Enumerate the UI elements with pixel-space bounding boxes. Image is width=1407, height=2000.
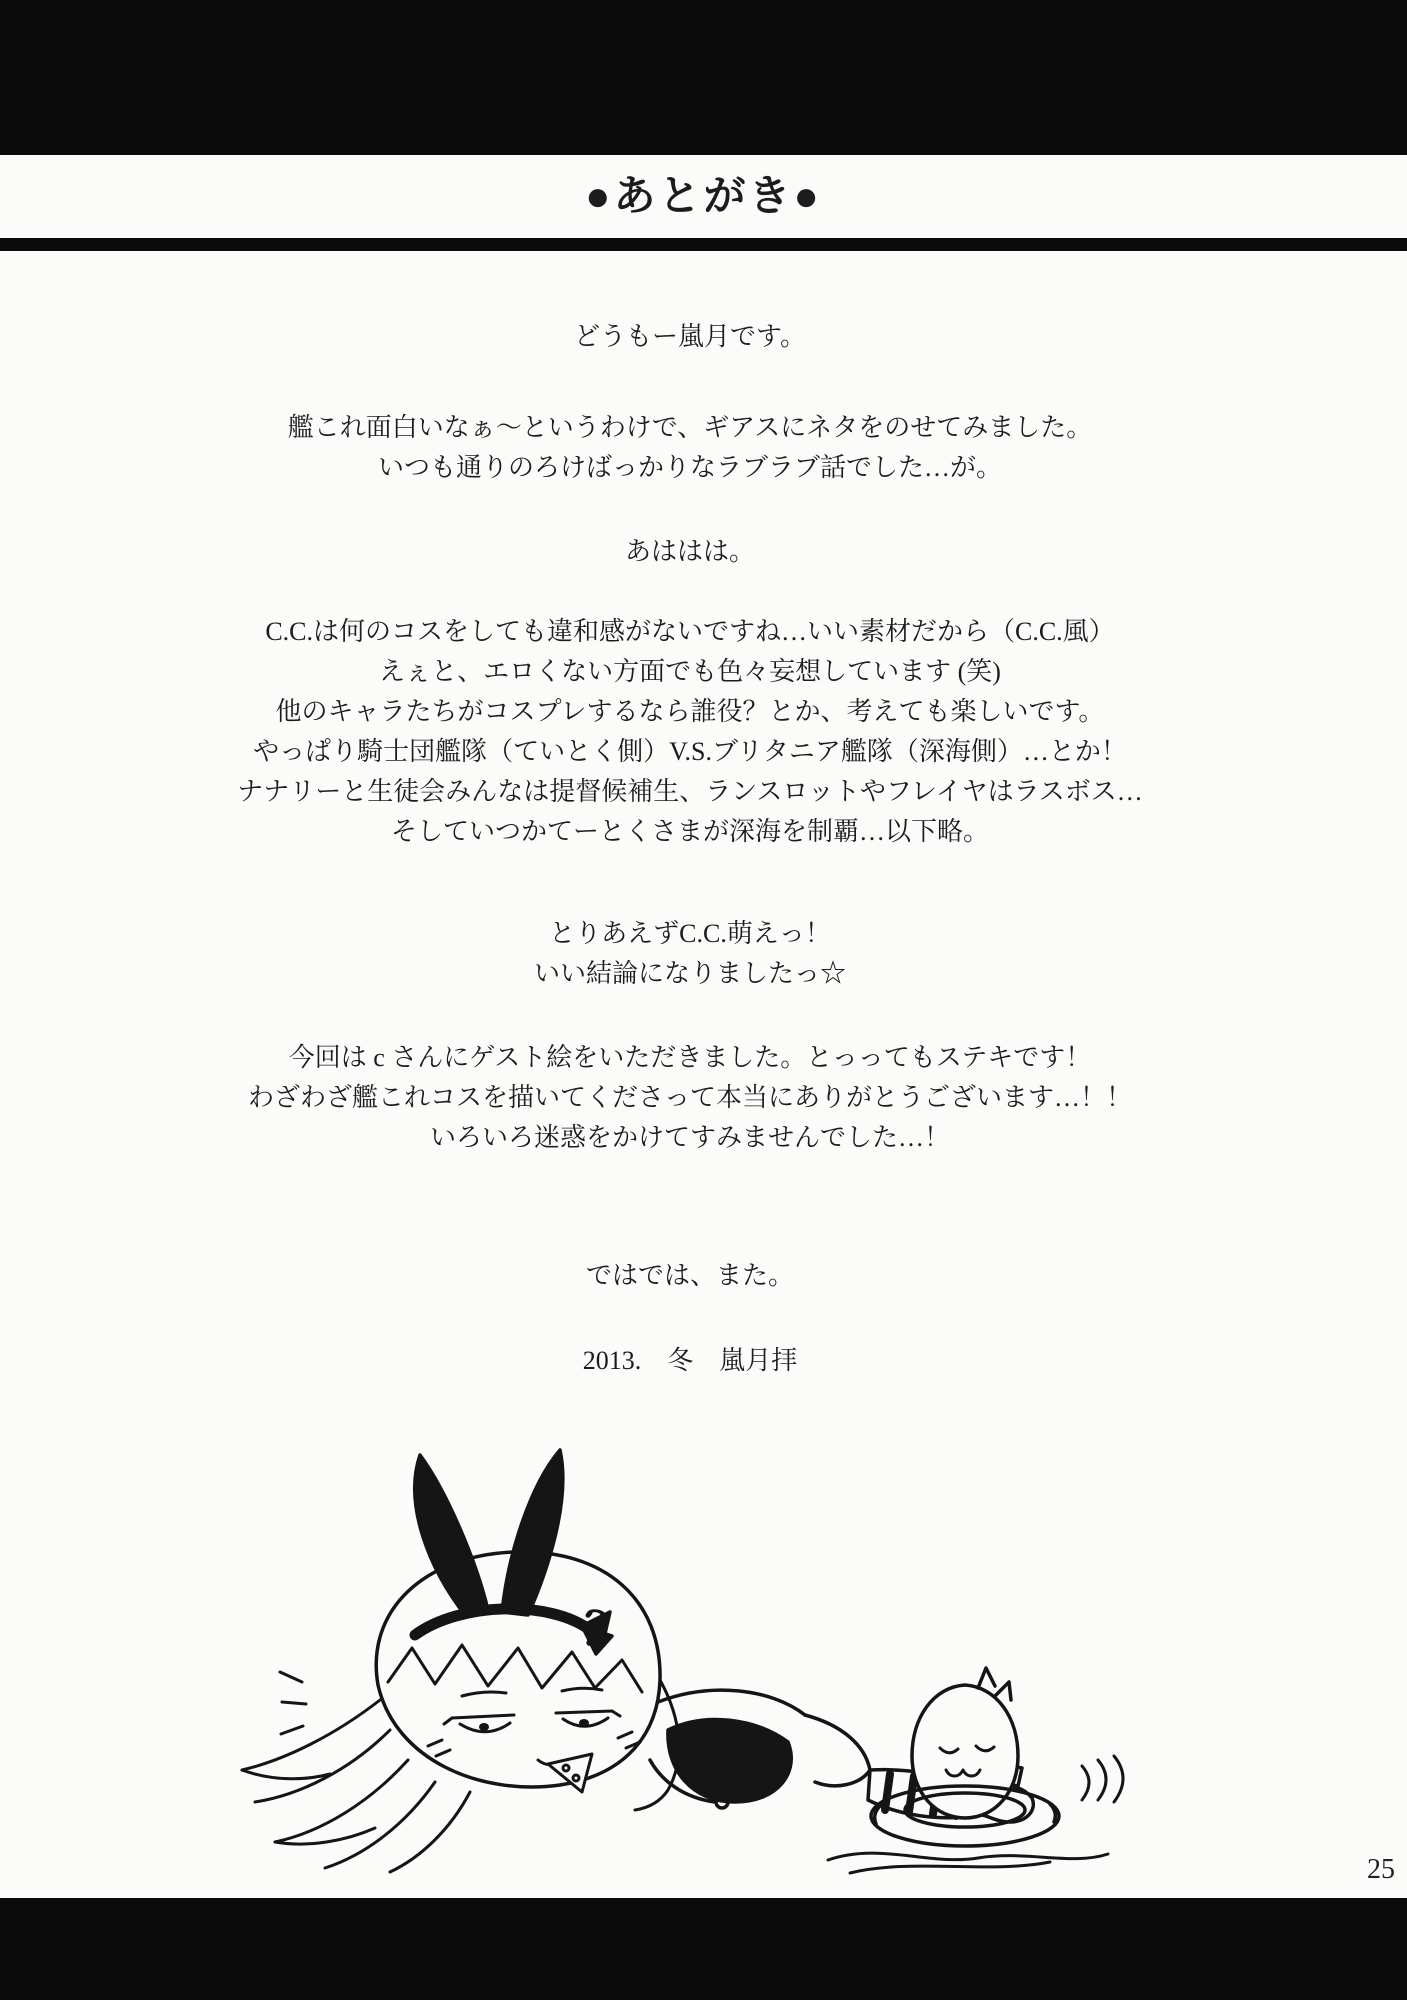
text-line: ではでは、また。 — [585, 1261, 794, 1290]
page-title: ●あとがき● — [585, 174, 822, 220]
text-line: あははは。 — [624, 537, 755, 566]
text-line: いろいろ迷惑をかけてすみませんでした…！ — [429, 1123, 950, 1152]
text-line: 他のキャラたちがコスプレするなら誰役？とか、考えても楽しいです。 — [275, 697, 1105, 726]
afterword-text — [0, 317, 1380, 1381]
question-mark-annotation: ？ — [578, 1602, 633, 1661]
text-line: 今回は c さんにゲスト絵をいただきました。とっってもステキです！ — [288, 1043, 1092, 1072]
text-line: とりあえずC.C.萌えっ！ — [549, 919, 831, 948]
text-line: ナナリーと生徒会みんなは提督候補生、ランスロットやフレイヤはラスボス… — [237, 777, 1143, 806]
text-line: わざわざ艦これコスを描いてくださって本当にありがとうございます…！！ — [247, 1083, 1132, 1112]
bottom-black-band — [0, 1898, 1407, 2000]
text-line: えぇと、エロくない方面でも色々妄想しています (笑) — [379, 657, 1001, 686]
text-line: いい結論になりましたっ☆ — [533, 959, 846, 988]
chibi-illustration — [230, 1430, 1130, 1900]
top-black-band — [0, 0, 1407, 155]
page-number: 25 — [1367, 1854, 1395, 1885]
text-line: いつも通りのろけばっかりなラブラブ話でした…が。 — [377, 453, 1002, 482]
text-line: そしていつかてーとくさまが深海を制覇…以下略。 — [390, 817, 989, 846]
text-line: どうもー嵐月です。 — [574, 322, 806, 351]
text-line: やっぱり騎士団艦隊（ていとく側）V.S.ブリタニア艦隊（深海側）…とか！ — [253, 737, 1127, 766]
text-line: 艦これ面白いなぁ～というわけで、ギアスにネタをのせてみました。 — [287, 413, 1093, 442]
chibi-body — [650, 1690, 870, 1808]
text-line: 2013. 冬 嵐月拝 — [582, 1346, 798, 1375]
title-divider-rule — [0, 238, 1407, 251]
chibi-hair — [242, 1680, 679, 1872]
text-line: C.C.は何のコスをしても違和感がないですね…いい素材だから（C.C.風） — [265, 617, 1115, 646]
